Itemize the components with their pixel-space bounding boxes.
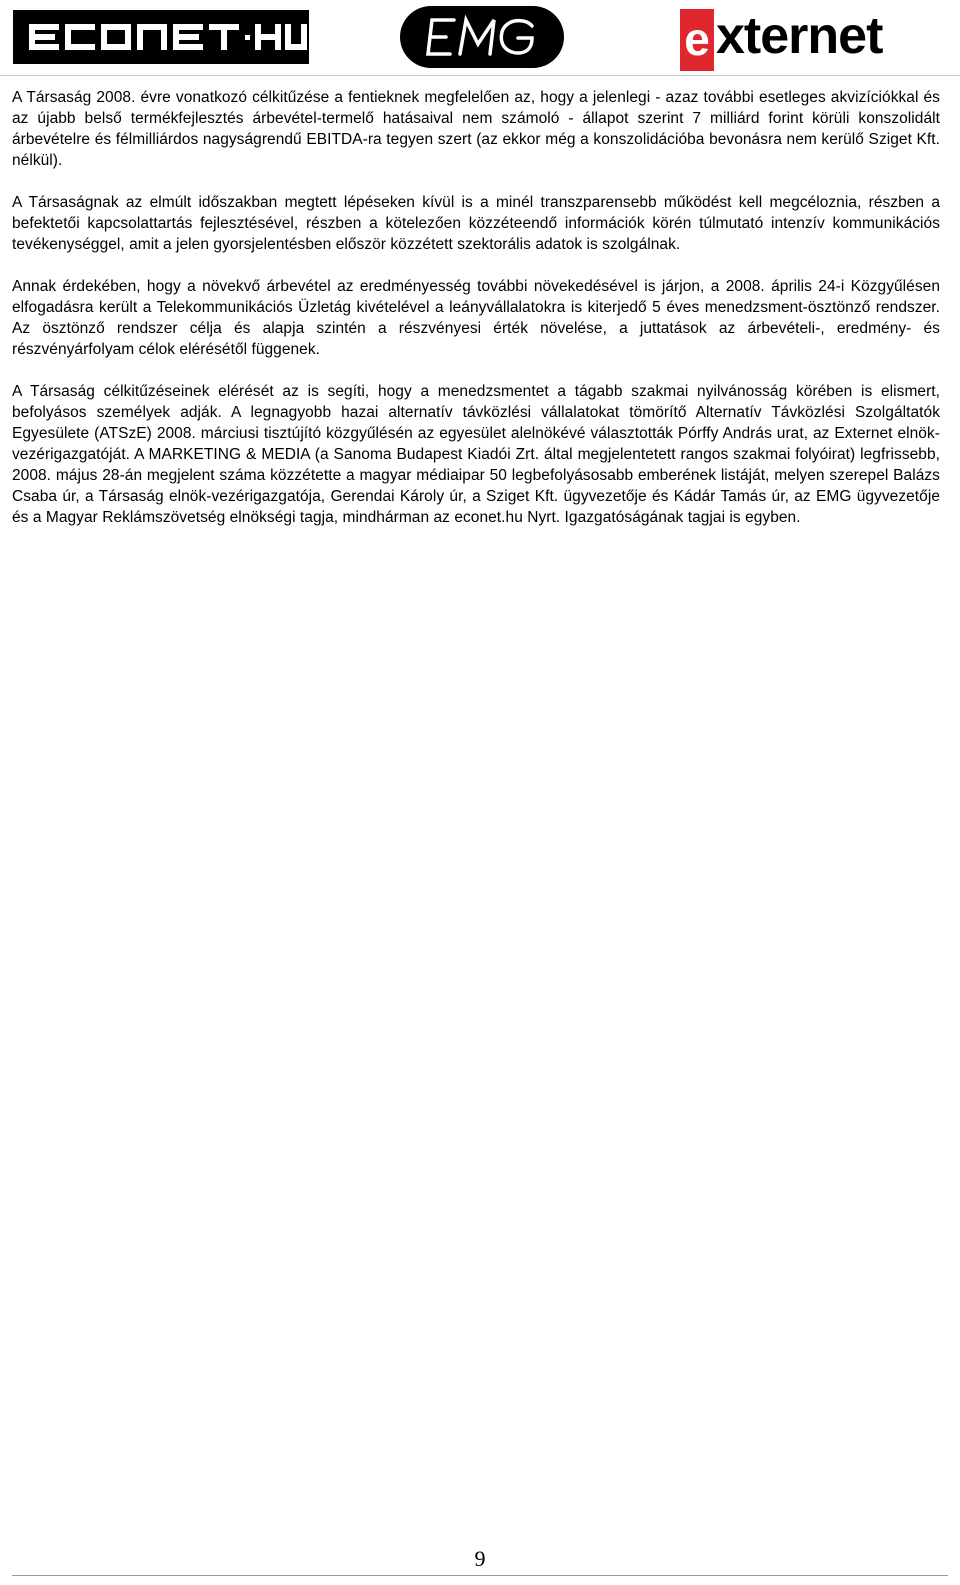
document-body [12,87,940,549]
paragraph: A Társaság 2008. évre vonatkozó célkitűzése a fentieknek megfelelően az, hogy a jelenlegi - azaz további esetleges akvizíciókkal és az újabb belső termékfejlesztés árbevétel-termelő hatásaival nem számoló - állapot szerint 7 milliárd forint körüli konszolidált árbevételre és félmilliárdos nagyságrendű EBITDA-ra tegyen szert (az ekkor még a konszolidációba bevonásra nem kerülő Sziget Kft. nélkül). [12,89,940,169]
externet-logo [678,3,908,73]
econet-hu-logo-graphic [13,10,309,64]
paragraph: A Társaságnak az elmúlt időszakban megtett lépéseken kívül is a minél transzparensebb működést kell megcéloznia, részben a befektetői kapcsolattartás fejlesztésével, részben a kötelezően közzéteendő információk körén túlmutató intenzív kommunikációs tevékenységgel, amit a jelen gyorsjelentésben először közzétett szektorális adatok is szolgálnak. [12,194,940,253]
svg-text:e: e [684,13,710,65]
emg-logo-graphic [398,4,566,70]
page-header [0,0,960,76]
emg-logo [398,4,566,70]
svg-text:xternet: xternet [716,7,883,65]
paragraph: Annak érdekében, hogy a növekvő árbevétel az eredményesség további növekedésével is járjon, a 2008. április 24-i Közgyűlésen elfogadásra került a Telekommunikációs Üzletág kivételével a leányvállalatokra is kiterjedő 5 éves menedzsment-ösztönző rendszer. Az ösztönző rendszer célja és alapja szintén a részvényesi érték növelése, a juttatások az árbevételi-, eredmény- és részvényárfolyam célok elérésétől függenek. [12,278,940,358]
header-divider [0,75,960,76]
footer-divider [12,1575,948,1576]
paragraph: A Társaság célkitűzéseinek elérését az is segíti, hogy a menedzsmentet a tágabb szakmai nyilvánosság körében is elismert, befolyásos személyek adják. A legnagyobb hazai alternatív távközlési vállalatokat tömörítő Alternatív Távközlési Szolgáltatók Egyesülete (ATSzE) 2008. márciusi tisztújító közgyűlésén az egyesület alelnökévé választották Pórffy András urat, az Externet elnök-vezérigazgatóját. A MARKETING & MEDIA (a Sanoma Budapest Kiadói Zrt. által megjelentetett rangos szakmai folyóirat) legfrissebb, 2008. május 28-án megjelent száma közzétette a magyar médiaipar 50 legbefolyásosabb emberének listáját, melyen szerepel Balázs Csaba úr, a Társaság elnök-vezérigazgatója, Gerendai Károly úr, a Sziget Kft. ügyvezetője és Kádár Tamás úr, az EMG ügyvezetője és a Magyar Reklámszövetség elnökségi tagja, mindhárman az econet.hu Nyrt. Igazgatóságának tagjai is egyben. [12,383,940,526]
externet-logo-graphic [678,3,908,73]
econet-hu-logo [13,10,309,64]
page-number: 9 [474,1546,486,1571]
